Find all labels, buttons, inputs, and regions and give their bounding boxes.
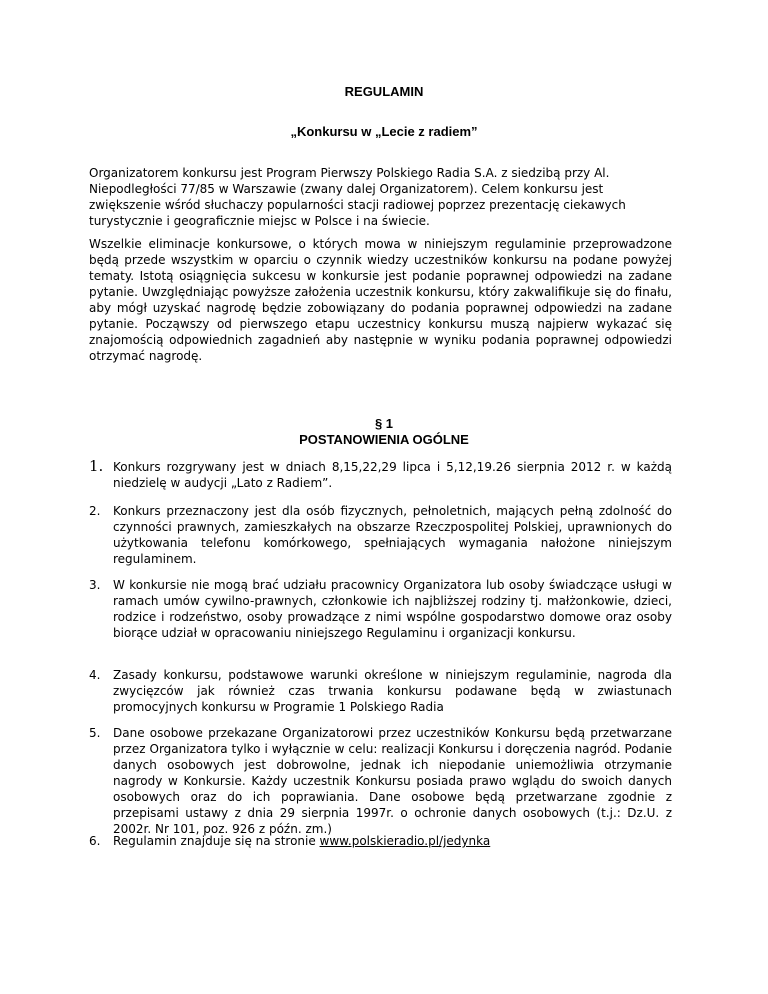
intro-paragraph-1: Organizatorem konkursu jest Program Pierwszy Polskiego Radia S.A. z siedzibą przy Al. Niepodległości 77/85 w Warszawie (zwany dalej Organizatorem). Celem konkursu jest zwiększenie wśród słuchaczy popularności stacji radiowej poprzez prezentację ciekawych turystycznie i geograficznie miejsc w Polsce i na świecie. [89,166,626,228]
list-item [89,459,672,491]
list-item [89,503,672,567]
document-subtitle: „Konkursu w „Lecie z radiem” [290,124,478,139]
list-item-number: 6. [89,834,101,848]
list-item [89,667,672,715]
list-item [89,833,672,849]
list-item-number: 3. [89,578,101,592]
list-item-text-prefix: Regulamin znajduje się na stronie [113,834,320,848]
list-item-number: 2. [89,504,101,518]
list-item-number: 1. [89,457,104,475]
list-item-text: Dane osobowe przekazane Organizatorowi przez uczestników Konkursu będą przetwarzane przez Organizatora tylko i wyłącznie w celu: realizacji Konkursu i doręczenia nagród. Podanie danych osobowych jest dobrowolne, jednak ich niepodanie uniemożliwia otrzymanie nagrody w Konkursie. Każdy uczestnik Konkursu posiada prawo wglądu do swoich danych osobowych oraz do ich poprawiania. Dane osobowe będą przetwarzane zgodnie z przepisami ustawy z dnia 29 sierpnia 1997r. o ochronie danych osobowych (t.j.: Dz.U. z 2002r. Nr 101, poz. 926 z późn. zm.) [113,726,672,836]
list-item-text [113,833,672,849]
section-title: POSTANOWIENIA OGÓLNE [299,432,469,447]
section-number: § 1 [374,416,394,431]
list-item-text: W konkursie nie mogą brać udziału pracownicy Organizatora lub osoby świadczące usługi w ramach umów cywilno-prawnych, członkowie ich najbliższej rodziny tj. małżonkowie, dzieci, rodzice i rodzeństwo, osoby prowadzące z nimi wspólne gospodarstwo domowe oraz osoby biorące udział w opracowaniu niniejszego Regulaminu i organizacji konkursu. [113,578,672,640]
list-item [89,725,672,837]
regulamin-link[interactable]: www.polskieradio.pl/jedynka [319,834,491,848]
intro-paragraph-2: Wszelkie eliminacje konkursowe, o których mowa w niniejszym regulaminie przeprowadzone będą przede wszystkim w oparciu o czynnik wiedzy uczestników konkursu na podane powyżej tematy. Istotą osiągnięcia sukcesu w konkursie jest podanie poprawnej odpowiedzi na zadane pytanie. Uwzględniając powyższe założenia uczestnik konkursu, który zakwalifikuje się do finału, aby mógł uzyskać nagrodę będzie zobowiązany do podania poprawnej odpowiedzi na zadane pytanie. Począwszy od pierwszego etapu uczestnicy konkursu muszą najpierw wykazać się znajomością odpowiednich zagadnień aby następnie w wyniku podania poprawnej odpowiedzi otrzymać nagrodę. [89,237,672,363]
list-item-text: Konkurs rozgrywany jest w dniach 8,15,22,29 lipca i 5,12,19.26 sierpnia 2012 r. w każdą niedzielę w audycji „Lato z Radiem”. [113,460,672,490]
list-item [89,577,672,641]
list-item-number: 5. [89,726,101,740]
list-item-text: Zasady konkursu, podstawowe warunki określone w niniejszym regulaminie, nagroda dla zwycięzców jak również czas trwania konkursu podawane będą w zwiastunach promocyjnych konkursu w Programie 1 Polskiego Radia [113,668,672,714]
list-item-number: 4. [89,668,101,682]
document-title: REGULAMIN [344,84,424,99]
list-item-text: Konkurs przeznaczony jest dla osób fizycznych, pełnoletnich, mających pełną zdolność do czynności prawnych, zamieszkałych na obszarze Rzeczpospolitej Polskiej, uprawnionych do użytkowania telefonu komórkowego, spełniających wymagania nałożone niniejszym regulaminem. [113,504,672,566]
